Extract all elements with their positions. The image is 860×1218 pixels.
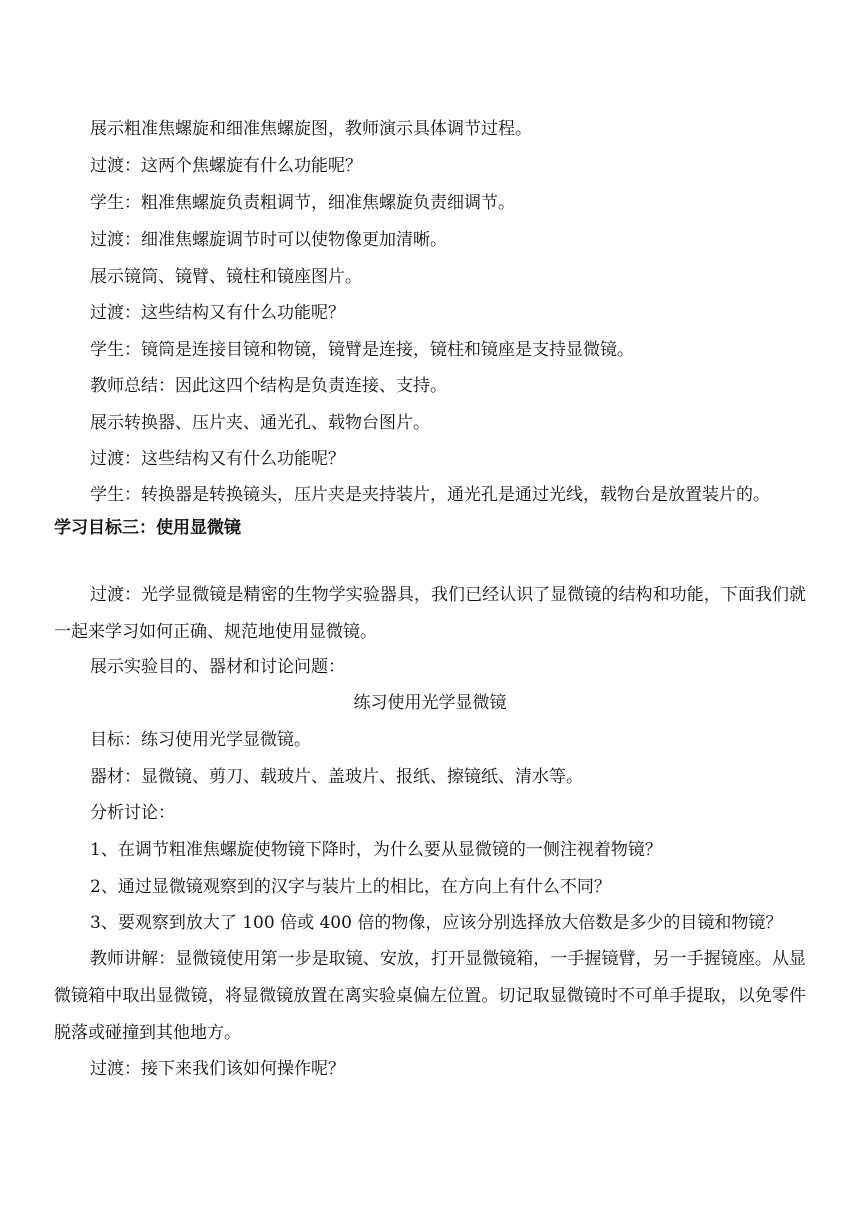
teacher-paragraph: 教师讲解：显微镜使用第一步是取镜、安放，打开显微镜箱，一手握镜臂，另一手握镜座。从显微镜箱中取出显微镜，将显微镜放置在离实验桌偏左位置。切记取显微镜时不可单手提取，以免零件脱落或碰撞到其他地方。 <box>54 949 806 1043</box>
text-line: 过渡：细准焦螺旋调节时可以使物像更加清晰。 <box>90 230 447 250</box>
question-item: 3、要观察到放大了 100 倍或 400 倍的物像，应该分别选择放大倍数是多少的目镜和物镜？ <box>90 913 783 933</box>
text-line: 展示实验目的、器材和讨论问题： <box>90 657 345 677</box>
text-line: 学生：粗准焦螺旋负责粗调节，细准焦螺旋负责细调节。 <box>90 193 515 213</box>
text-line: 过渡：这些结构又有什么功能呢？ <box>90 449 345 469</box>
text-line: 过渡：这些结构又有什么功能呢？ <box>90 303 345 323</box>
question-item: 1、在调节粗准焦螺旋使物镜下降时，为什么要从显微镜的一侧注视着物镜？ <box>90 840 662 860</box>
text-line: 展示粗准焦螺旋和细准焦螺旋图，教师演示具体调节过程。 <box>90 119 532 139</box>
experiment-title: 练习使用光学显微镜 <box>353 693 507 713</box>
goal-line: 目标：练习使用光学显微镜。 <box>90 730 311 750</box>
text-line: 展示镜筒、镜臂、镜柱和镜座图片。 <box>90 267 362 287</box>
text-line: 展示转换器、压片夹、通光孔、载物台图片。 <box>90 413 430 433</box>
materials-line: 器材：显微镜、剪刀、载玻片、盖玻片、报纸、擦镜纸、清水等。 <box>90 767 583 787</box>
transition-paragraph: 过渡：光学显微镜是精密的生物学实验器具，我们已经认识了显微镜的结构和功能，下面我们就一起来学习如何正确、规范地使用显微镜。 <box>54 585 806 642</box>
text-line: 学生：转换器是转换镜头，压片夹是夹持装片，通光孔是通过光线，载物台是放置装片的。 <box>90 485 770 505</box>
question-item: 2、通过显微镜观察到的汉字与装片上的相比，在方向上有什么不同？ <box>90 877 611 897</box>
text-line: 学生：镜筒是连接目镜和物镜，镜臂是连接，镜柱和镜座是支持显微镜。 <box>90 340 634 360</box>
text-line: 过渡：接下来我们该如何操作呢？ <box>90 1059 345 1079</box>
text-line: 过渡：这两个焦螺旋有什么功能呢？ <box>90 156 362 176</box>
text-line: 教师总结：因此这四个结构是负责连接、支持。 <box>90 376 447 396</box>
section-heading: 学习目标三：使用显微镜 <box>54 518 241 538</box>
discussion-label: 分析讨论： <box>90 803 175 823</box>
